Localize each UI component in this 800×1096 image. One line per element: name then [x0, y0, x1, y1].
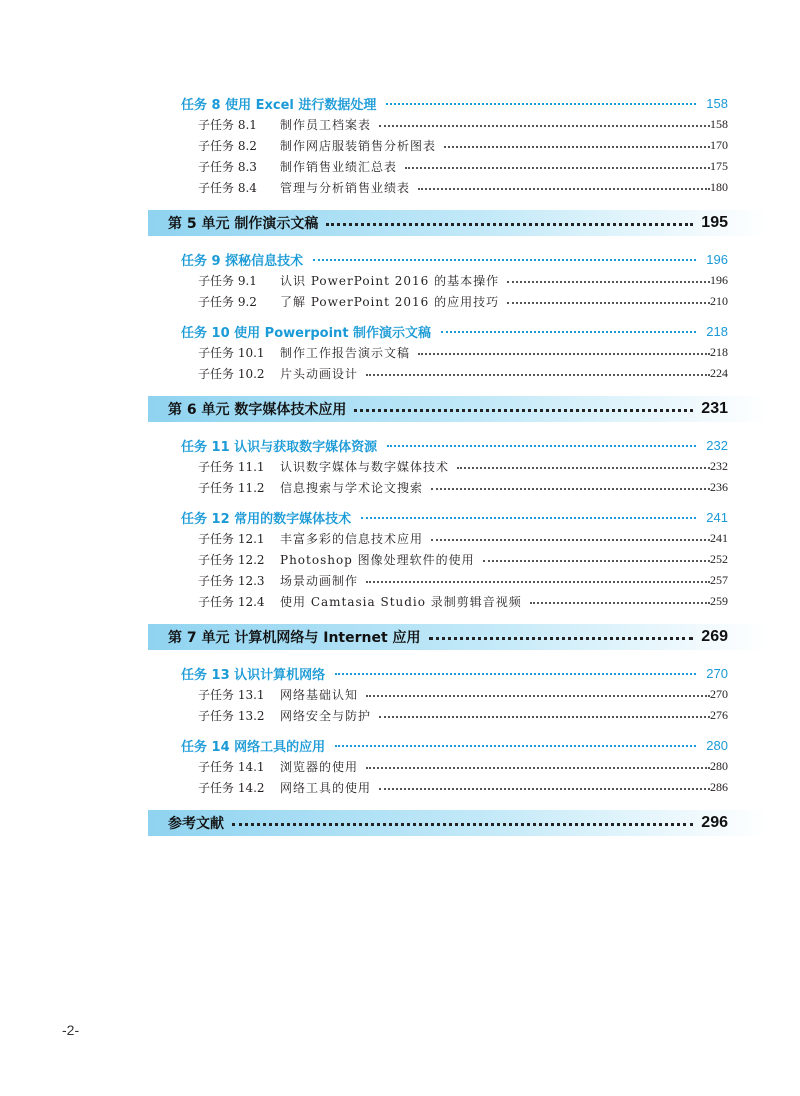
toc-sub-row[interactable] — [198, 756, 728, 777]
toc-unit-row[interactable] — [148, 810, 768, 836]
toc-unit-row[interactable] — [148, 210, 768, 236]
dot-leader — [418, 188, 710, 190]
subtask-title: 了解 PowerPoint 2016 的应用技巧 — [280, 295, 500, 309]
toc-sub-row[interactable] — [198, 684, 728, 705]
page-ref: 170 — [710, 138, 728, 152]
spacer — [148, 312, 732, 320]
page-ref: 280 — [706, 737, 728, 753]
dot-leader — [366, 374, 710, 376]
subtask-number: 子任务 12.3 — [198, 574, 265, 588]
dot-leader — [366, 767, 710, 769]
toc-unit-row[interactable] — [148, 396, 768, 422]
dot-leader — [354, 409, 693, 412]
subtask-title: 浏览器的使用 — [280, 760, 359, 774]
dot-leader — [379, 788, 710, 790]
task-title: 任务 9 探秘信息技术 — [181, 253, 304, 269]
page-ref: 224 — [710, 366, 728, 380]
dot-leader — [335, 745, 696, 747]
toc-sub-row[interactable] — [198, 270, 728, 291]
toc-sub-row[interactable] — [198, 591, 728, 612]
page-ref: 175 — [710, 159, 728, 173]
toc-task-row[interactable] — [181, 434, 728, 456]
page-ref: 257 — [710, 573, 728, 587]
toc-task-row[interactable] — [181, 248, 728, 270]
dot-leader — [507, 281, 710, 283]
toc-task-row[interactable] — [181, 320, 728, 342]
subtask-title: 制作工作报告演示文稿 — [280, 346, 411, 360]
task-title: 任务 13 认识计算机网络 — [181, 667, 326, 683]
dot-leader — [457, 467, 710, 469]
toc-task-row[interactable] — [181, 506, 728, 528]
dot-leader — [429, 637, 694, 640]
dot-leader — [313, 259, 696, 261]
subtask-number: 子任务 10.2 — [198, 367, 265, 381]
dot-leader — [232, 823, 693, 826]
subtask-number: 子任务 11.2 — [198, 481, 265, 495]
unit-title: 第 6 单元 数字媒体技术应用 — [168, 402, 347, 418]
toc-task-row[interactable] — [181, 734, 728, 756]
page-ref: 231 — [701, 400, 728, 417]
dot-leader — [418, 353, 710, 355]
toc-sub-row[interactable] — [198, 549, 728, 570]
dot-leader — [405, 167, 710, 169]
toc-sub-row[interactable] — [198, 135, 728, 156]
subtask-title: Photoshop 图像处理软件的使用 — [280, 553, 475, 567]
page-ref: 269 — [701, 628, 728, 645]
dot-leader — [366, 581, 710, 583]
page-ref: 286 — [710, 780, 728, 794]
subtask-title: 场景动画制作 — [280, 574, 359, 588]
unit-title: 参考文献 — [168, 816, 224, 832]
subtask-title: 片头动画设计 — [280, 367, 359, 381]
dot-leader — [326, 223, 693, 226]
page-ref: 196 — [710, 273, 728, 287]
page-ref: 270 — [710, 687, 728, 701]
toc-unit-row[interactable] — [148, 624, 768, 650]
page-ref: 232 — [710, 459, 728, 473]
subtask-number: 子任务 13.1 — [198, 688, 265, 702]
dot-leader — [507, 302, 710, 304]
dot-leader — [335, 673, 696, 675]
page-ref: 218 — [706, 323, 728, 339]
dot-leader — [386, 103, 696, 105]
subtask-number: 子任务 9.1 — [198, 274, 257, 288]
subtask-number: 子任务 14.2 — [198, 781, 265, 795]
page-ref: 252 — [710, 552, 728, 566]
subtask-number: 子任务 12.1 — [198, 532, 265, 546]
toc-sub-row[interactable] — [198, 114, 728, 135]
page-ref: 210 — [710, 294, 728, 308]
page-ref: 236 — [710, 480, 728, 494]
page-ref: 196 — [706, 251, 728, 267]
toc-sub-row[interactable] — [198, 342, 728, 363]
toc-sub-row[interactable] — [198, 363, 728, 384]
dot-leader — [483, 560, 710, 562]
page-ref: 241 — [710, 531, 728, 545]
subtask-number: 子任务 8.2 — [198, 139, 257, 153]
subtask-number: 子任务 12.4 — [198, 595, 265, 609]
subtask-title: 制作销售业绩汇总表 — [280, 160, 398, 174]
subtask-title: 制作员工档案表 — [280, 118, 372, 132]
subtask-number: 子任务 10.1 — [198, 346, 265, 360]
unit-title: 第 5 单元 制作演示文稿 — [168, 216, 319, 232]
page-ref: 296 — [701, 814, 728, 831]
subtask-number: 子任务 12.2 — [198, 553, 265, 567]
dot-leader — [361, 517, 696, 519]
toc-sub-row[interactable] — [198, 291, 728, 312]
toc-sub-row[interactable] — [198, 528, 728, 549]
toc-sub-row[interactable] — [198, 705, 728, 726]
subtask-title: 管理与分析销售业绩表 — [280, 181, 411, 195]
toc-sub-row[interactable] — [198, 456, 728, 477]
toc-sub-row[interactable] — [198, 156, 728, 177]
subtask-number: 子任务 11.1 — [198, 460, 265, 474]
page-ref: 232 — [706, 437, 728, 453]
dot-leader — [431, 539, 710, 541]
dot-leader — [387, 445, 696, 447]
dot-leader — [444, 146, 710, 148]
subtask-title: 丰富多彩的信息技术应用 — [280, 532, 424, 546]
toc-sub-row[interactable] — [198, 570, 728, 591]
page-ref: 241 — [706, 509, 728, 525]
toc-sub-row[interactable] — [198, 177, 728, 198]
subtask-number: 子任务 14.1 — [198, 760, 265, 774]
subtask-number: 子任务 13.2 — [198, 709, 265, 723]
unit-title: 第 7 单元 计算机网络与 Internet 应用 — [168, 630, 421, 646]
task-title: 任务 10 使用 Powerpoint 制作演示文稿 — [181, 325, 432, 341]
subtask-number: 子任务 8.1 — [198, 118, 257, 132]
subtask-title: 信息搜索与学术论文搜索 — [280, 481, 424, 495]
subtask-title: 认识数字媒体与数字媒体技术 — [280, 460, 450, 474]
page-ref: 280 — [710, 759, 728, 773]
toc-sub-row[interactable] — [198, 777, 728, 798]
toc-sub-row[interactable] — [198, 477, 728, 498]
spacer — [148, 726, 732, 734]
page-ref: 158 — [706, 95, 728, 111]
page-ref: 180 — [710, 180, 728, 194]
task-title: 任务 8 使用 Excel 进行数据处理 — [181, 97, 377, 113]
page-ref: 158 — [710, 117, 728, 131]
dot-leader — [366, 695, 710, 697]
table-of-contents — [148, 92, 732, 848]
dot-leader — [379, 716, 710, 718]
dot-leader — [431, 488, 710, 490]
page-number: -2- — [62, 1022, 80, 1038]
subtask-title: 网络基础认知 — [280, 688, 359, 702]
subtask-title: 网络工具的使用 — [280, 781, 372, 795]
subtask-title: 制作网店服装销售分析图表 — [280, 139, 437, 153]
subtask-number: 子任务 8.3 — [198, 160, 257, 174]
spacer — [148, 498, 732, 506]
page-ref: 195 — [701, 214, 728, 231]
subtask-title: 网络安全与防护 — [280, 709, 372, 723]
page-ref: 270 — [706, 665, 728, 681]
subtask-number: 子任务 9.2 — [198, 295, 257, 309]
toc-task-row[interactable] — [181, 92, 728, 114]
page-ref: 276 — [710, 708, 728, 722]
page-ref: 259 — [710, 594, 728, 608]
dot-leader — [379, 125, 710, 127]
toc-task-row[interactable] — [181, 662, 728, 684]
task-title: 任务 14 网络工具的应用 — [181, 739, 326, 755]
subtask-title: 认识 PowerPoint 2016 的基本操作 — [280, 274, 500, 288]
subtask-number: 子任务 8.4 — [198, 181, 257, 195]
task-title: 任务 12 常用的数字媒体技术 — [181, 511, 352, 527]
dot-leader — [530, 602, 710, 604]
page-ref: 218 — [710, 345, 728, 359]
dot-leader — [441, 331, 696, 333]
task-title: 任务 11 认识与获取数字媒体资源 — [181, 439, 378, 455]
subtask-title: 使用 Camtasia Studio 录制剪辑音视频 — [280, 595, 522, 609]
